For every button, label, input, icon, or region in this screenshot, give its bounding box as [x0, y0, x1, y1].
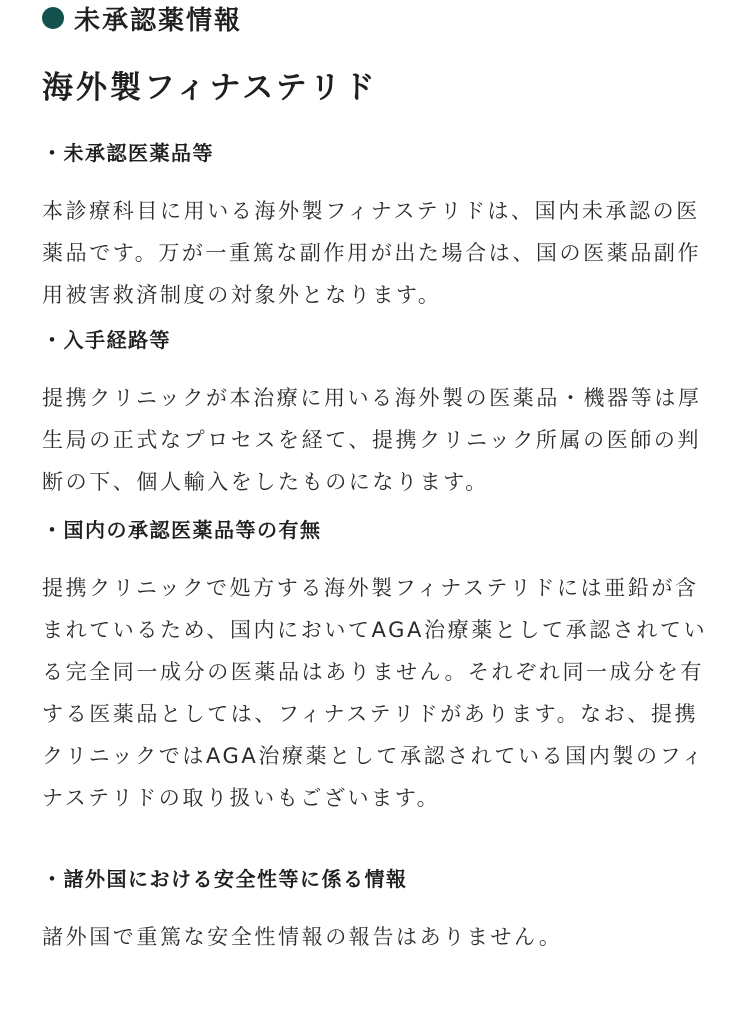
section-body: 諸外国で重篤な安全性情報の報告はありません。 [42, 925, 563, 949]
section-unapproved-drug [42, 138, 708, 316]
section-title: ・国内の承認医薬品等の有無 [42, 518, 322, 542]
section-title: ・未承認医薬品等 [42, 141, 214, 165]
section-heading [42, 0, 242, 36]
section-title: ・入手経路等 [42, 328, 171, 352]
section-foreign-safety-info [42, 864, 708, 958]
section-body: 提携クリニックで処方する海外製フィナステリドには亜鉛が含まれているため、国内においてAGA治療薬として承認されている完全同一成分の医薬品はありません。それぞれ同一成分を有する医薬品としては、フィナステリドがあります。なお、提携クリニックではAGA治療薬として承認されている国内製のフィナステリドの取り扱いもございます。 [42, 576, 708, 810]
section-body: 本診療科目に用いる海外製フィナステリドは、国内未承認の医薬品です。万が一重篤な副作用が出た場合は、国の医薬品副作用被害救済制度の対象外となります。 [42, 199, 702, 307]
section-acquisition-route [42, 325, 708, 503]
product-name: 海外製フィナステリド [42, 70, 378, 106]
section-title: ・諸外国における安全性等に係る情報 [42, 867, 408, 891]
heading-title: 未承認薬情報 [74, 5, 243, 36]
bullet-dot-icon [42, 7, 64, 29]
section-body: 提携クリニックが本治療に用いる海外製の医薬品・機器等は厚生局の正式なプロセスを経て、提携クリニック所属の医師の判断の下、個人輸入をしたものになります。 [42, 386, 702, 494]
section-domestic-approved-equivalents [42, 515, 708, 819]
